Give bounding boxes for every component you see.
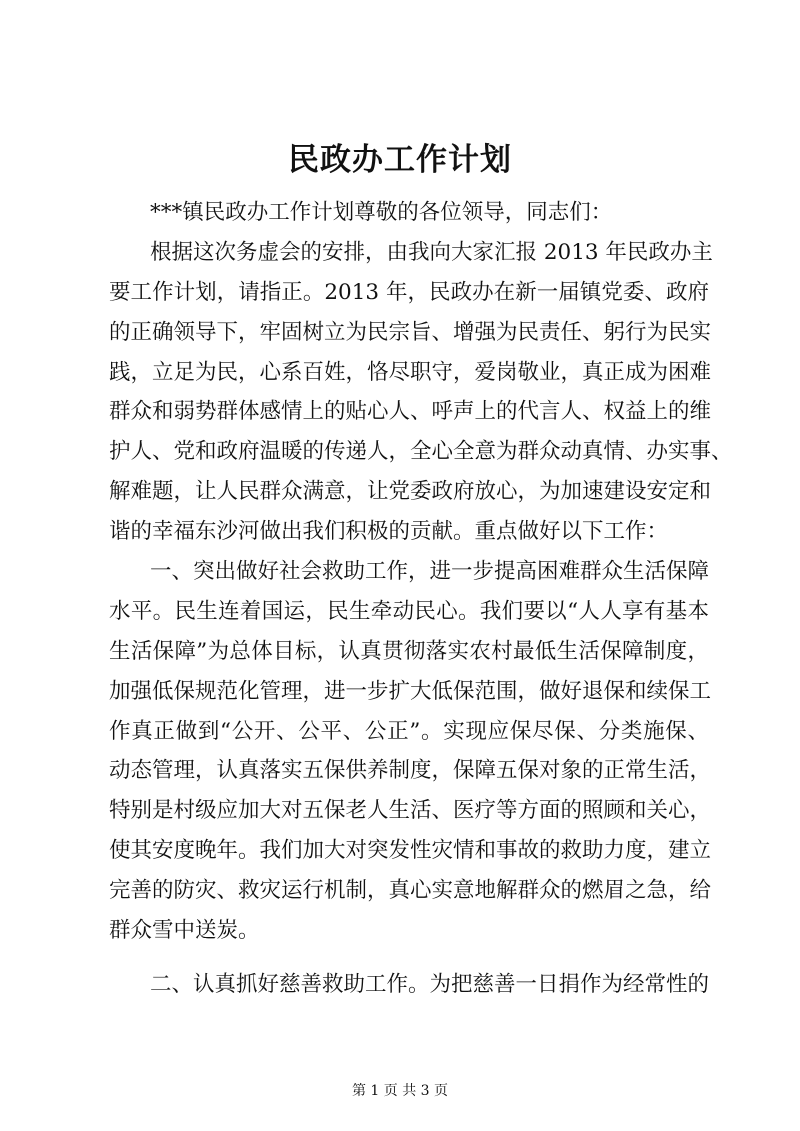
- document-title: 民政办工作计划: [288, 142, 512, 178]
- text-line: 使其安度晚年。我们加大对突发性灾情和事故的救助力度，建立: [109, 838, 712, 864]
- text-line: 作真正做到“公开、公平、公正”。实现应保尽保、分类施保、: [109, 718, 709, 744]
- text-line: 动态管理，认真落实五保供养制度，保障五保对象的正常生活，: [109, 758, 712, 784]
- text-line: 二、认真抓好慈善救助工作。为把慈善一日捐作为经常性的: [150, 971, 710, 997]
- text-line: 根据这次务虚会的安排，由我向大家汇报 2013 年民政办主: [150, 239, 713, 265]
- text-line: 要工作计划，请指正。2013 年，民政办在新一届镇党委、政府: [109, 279, 709, 305]
- text-line: 解难题，让人民群众满意，让党委政府放心，为加速建设安定和: [109, 479, 712, 505]
- text-line: 群众和弱势群体感情上的贴心人、呼声上的代言人、权益上的维: [109, 399, 712, 425]
- text-line: 一、突出做好社会救助工作，进一步提高困难群众生活保障: [150, 559, 710, 585]
- text-line: 水平。民生连着国运，民生牵动民心。我们要以“人人享有基本: [109, 598, 709, 624]
- text-line: 护人、党和政府温暖的传递人，全心全意为群众动真情、办实事、: [109, 439, 733, 465]
- text-line: 践，立足为民，心系百姓，恪尽职守，爱岗敬业，真正成为困难: [109, 359, 712, 385]
- text-line: 完善的防灾、救灾运行机制，真心实意地解群众的燃眉之急，给: [109, 878, 712, 904]
- text-line: 群众雪中送炭。: [109, 918, 260, 944]
- page-footer: 第 1 页 共 3 页: [351, 1083, 449, 1099]
- text-line: 特别是村级应加大对五保老人生活、医疗等方面的照顾和关心，: [109, 798, 712, 824]
- text-line: 加强低保规范化管理，进一步扩大低保范围，做好退保和续保工: [109, 678, 712, 704]
- text-line: 生活保障”为总体目标，认真贯彻落实农村最低生活保障制度，: [109, 638, 709, 664]
- text-line: 谐的幸福东沙河做出我们积极的贡献。重点做好以下工作：: [109, 519, 669, 545]
- text-line: ***镇民政办工作计划尊敬的各位领导，同志们：: [150, 200, 613, 225]
- text-line: 的正确领导下，牢固树立为民宗旨、增强为民责任、躬行为民实: [109, 319, 712, 345]
- paragraph-gap: [109, 951, 709, 965]
- document-body: [109, 193, 733, 1005]
